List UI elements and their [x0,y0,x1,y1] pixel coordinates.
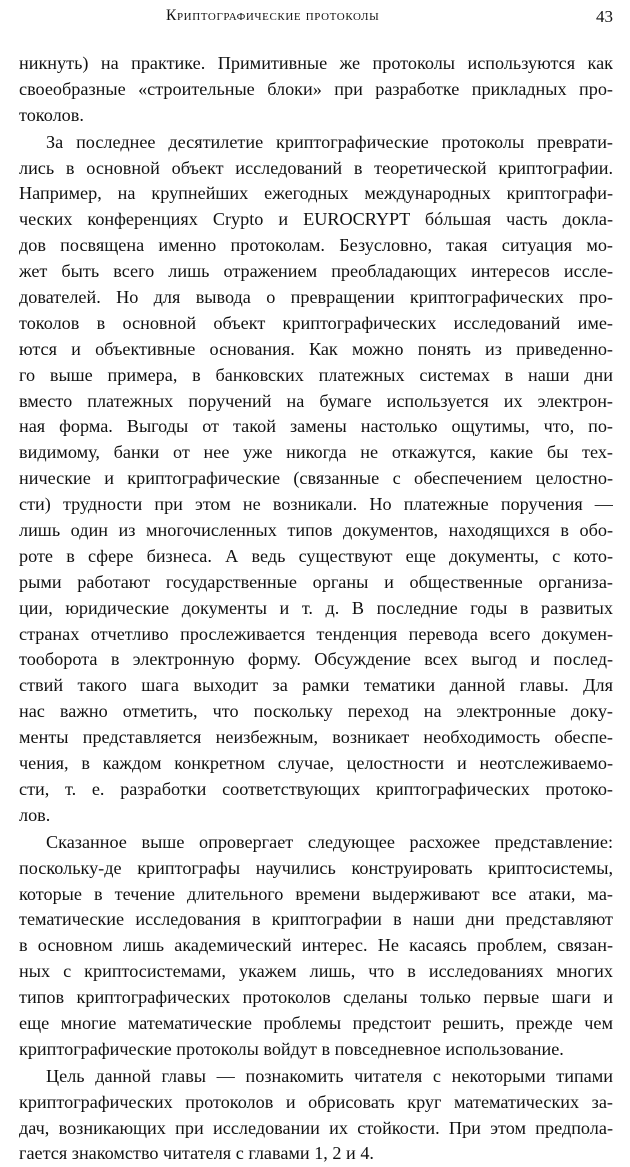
text-line: жет быть всего лишь отражением преобладающих интересов иссле- [19,261,613,282]
text-line: рыми работают государственные органы и общественные организа- [19,571,613,592]
text-line: странах отчетливо прослеживается тенденция перевода всего докумен- [19,623,613,644]
text-line: типов криптографических протоколов сделаны только первые шаги и [19,987,613,1008]
text-line: сти, т. е. разработки соответствующих криптографических протоко- [19,778,613,799]
text-line: ствий такого шага выходит за рамки тематики данной главы. Для [19,675,613,696]
text-line: своеобразные «строительные блоки» при разработке прикладных про- [19,78,613,99]
text-line: менты представляется неизбежным, возникает необходимость обеспе- [19,727,613,748]
text-line: го выше примера, в банковских платежных системах в наши дни [19,364,613,385]
text-line: вместо платежных поручений на бумаге используется их электрон- [19,390,613,411]
text-line: сти) трудности при этом не возникали. Но платежные поручения — [19,494,613,515]
text-line: в основном лишь академический интерес. Не касаясь проблем, связан- [19,935,613,956]
text-line: дователей. Но для вывода о превращении криптографических про- [19,287,613,308]
text-line: дач, возникающих при исследовании их стойкости. При этом предпола- [19,1117,613,1138]
text-line: поскольку-де криптографы научились конструировать криптосистемы, [19,857,613,878]
paragraph [19,51,613,129]
paragraph [19,830,613,1063]
text-line: лишь один из многочисленных типов документов, находящихся в обо- [19,520,613,541]
text-line: лись в основной объект исследований в теоретической криптографии. [19,157,613,178]
text-line: которые в течение длительного времени выдерживают все атаки, ма- [19,883,613,904]
text-line: нические и криптографические (связанные с обеспечением целостно- [19,468,613,489]
text-line: гается знакомство читателя с главами 1, 2 и 4. [19,1143,374,1164]
text-line: лов. [19,804,51,825]
text-line: криптографические протоколы войдут в повседневное использование. [19,1038,564,1059]
text-line: Сказанное выше опровергает следующее расхожее представление: [46,831,613,852]
text-line: дов посвящена именно протоколам. Безусловно, такая ситуация мо- [19,235,613,256]
text-line: токолов. [19,104,84,125]
text-line: криптографических протоколов и обрисовать круг математических за- [19,1091,613,1112]
text-line: ции, юридические документы и т. д. В последние годы в развитых [19,597,613,618]
text-line: видимому, банки от нее уже никогда не откажутся, какие бы тех- [19,442,613,463]
text-line: нас важно отметить, что поскольку переход на электронные доку- [19,701,613,722]
body-text [19,51,613,1167]
text-line: ная форма. Выгоды от такой замены настолько ощутимы, что, по- [19,416,613,437]
paragraph [19,130,613,829]
text-line: Например, на крупнейших ежегодных международных криптографи- [19,183,613,204]
running-header [0,5,630,29]
text-line: еще многие математические проблемы предстоит решить, прежде чем [19,1012,613,1033]
text-line: токолов в основной объект криптографических исследований име- [19,312,613,333]
text-line: роте в сфере бизнеса. А ведь существуют еще документы, с кото- [19,545,613,566]
text-line: За последнее десятилетие криптографические протоколы преврати- [46,131,613,152]
paragraph [19,1064,613,1167]
text-line: Цель данной главы — познакомить читателя с некоторыми типами [46,1065,613,1086]
text-line: чения, в каждом конкретном случае, целостности и неотслеживаемо- [19,753,613,774]
text-line: никнуть) на практике. Примитивные же протоколы используются как [19,53,613,73]
page-number: 43 [596,7,613,26]
text-line: тематические исследования в криптографии в наши дни представляют [19,909,613,930]
text-line: тооборота в электронную форму. Обсуждение всех выгод и послед- [19,649,613,670]
running-title: Криптографические протоколы [166,7,380,24]
text-line: ных с криптосистемами, укажем лишь, что в исследованиях многих [19,961,613,982]
text-line: ются и объективные основания. Как можно понять из приведенно- [19,338,613,359]
text-line: ческих конференциях Crypto и EUROCRYPT бóльшая часть докла- [19,209,613,230]
